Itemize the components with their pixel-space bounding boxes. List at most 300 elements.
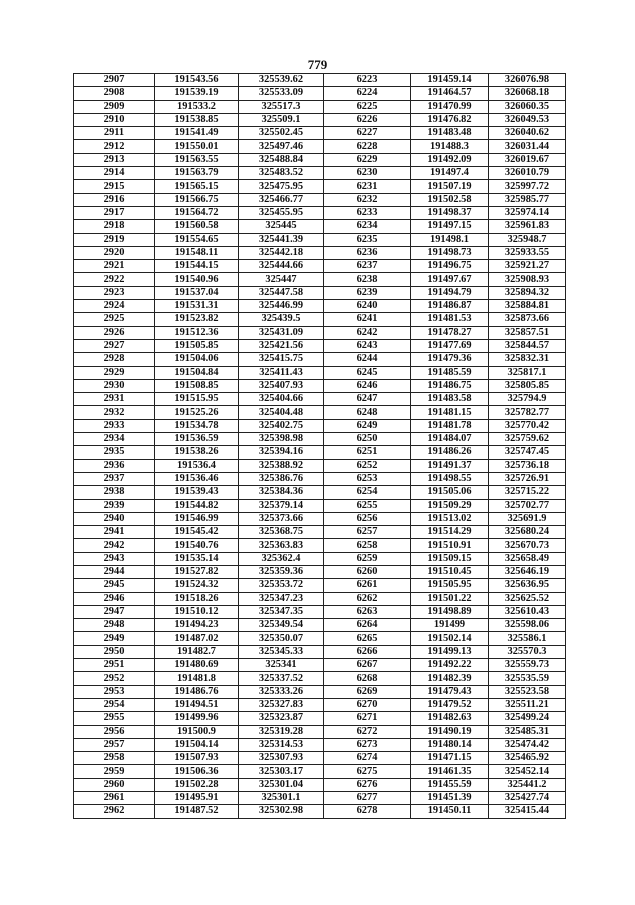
table-row: [74, 805, 566, 818]
point-number-left-cell: 2932: [74, 406, 155, 419]
y-coordinate-left-cell: 325402.75: [239, 419, 324, 432]
point-number-left-cell: 2919: [74, 233, 155, 246]
x-coordinate-right-cell: 191471.15: [411, 752, 489, 765]
table-row: [74, 712, 566, 725]
table-row: [74, 100, 566, 113]
point-number-left-cell: 2909: [74, 100, 155, 113]
x-coordinate-right-cell: 191481.15: [411, 406, 489, 419]
table-row: [74, 792, 566, 805]
x-coordinate-left-cell: 191508.85: [155, 379, 239, 392]
point-number-left-cell: 2937: [74, 472, 155, 485]
point-number-right-cell: 6228: [324, 140, 411, 153]
point-number-right-cell: 6277: [324, 792, 411, 805]
x-coordinate-left-cell: 191486.76: [155, 685, 239, 698]
x-coordinate-right-cell: 191478.27: [411, 326, 489, 339]
point-number-right-cell: 6274: [324, 752, 411, 765]
x-coordinate-left-cell: 191563.79: [155, 167, 239, 180]
table-row: [74, 419, 566, 432]
point-number-left-cell: 2936: [74, 459, 155, 472]
point-number-right-cell: 6253: [324, 472, 411, 485]
y-coordinate-right-cell: 325511.21: [489, 698, 566, 711]
y-coordinate-left-cell: 325466.77: [239, 193, 324, 206]
y-coordinate-right-cell: 325646.19: [489, 565, 566, 578]
y-coordinate-left-cell: 325347.23: [239, 592, 324, 605]
x-coordinate-left-cell: 191527.82: [155, 565, 239, 578]
x-coordinate-right-cell: 191483.48: [411, 127, 489, 140]
y-coordinate-right-cell: 325586.1: [489, 632, 566, 645]
table-row: [74, 286, 566, 299]
table-row: [74, 672, 566, 685]
y-coordinate-right-cell: 325598.06: [489, 619, 566, 632]
point-number-right-cell: 6230: [324, 167, 411, 180]
x-coordinate-left-cell: 191539.43: [155, 486, 239, 499]
point-number-right-cell: 6270: [324, 698, 411, 711]
y-coordinate-left-cell: 325347.35: [239, 605, 324, 618]
point-number-left-cell: 2907: [74, 74, 155, 87]
y-coordinate-right-cell: 325736.18: [489, 459, 566, 472]
y-coordinate-left-cell: 325345.33: [239, 645, 324, 658]
point-number-left-cell: 2952: [74, 672, 155, 685]
table-row: [74, 499, 566, 512]
point-number-left-cell: 2960: [74, 778, 155, 791]
point-number-left-cell: 2912: [74, 140, 155, 153]
x-coordinate-right-cell: 191486.87: [411, 300, 489, 313]
x-coordinate-right-cell: 191464.57: [411, 87, 489, 100]
y-coordinate-right-cell: 326019.67: [489, 153, 566, 166]
y-coordinate-right-cell: 325559.73: [489, 659, 566, 672]
x-coordinate-left-cell: 191481.8: [155, 672, 239, 685]
x-coordinate-left-cell: 191539.19: [155, 87, 239, 100]
x-coordinate-left-cell: 191560.58: [155, 220, 239, 233]
x-coordinate-left-cell: 191504.06: [155, 353, 239, 366]
x-coordinate-right-cell: 191498.37: [411, 206, 489, 219]
y-coordinate-right-cell: 325691.9: [489, 512, 566, 525]
y-coordinate-left-cell: 325302.98: [239, 805, 324, 818]
point-number-right-cell: 6254: [324, 486, 411, 499]
point-number-left-cell: 2946: [74, 592, 155, 605]
table-row: [74, 326, 566, 339]
point-number-left-cell: 2917: [74, 206, 155, 219]
y-coordinate-left-cell: 325314.53: [239, 738, 324, 751]
y-coordinate-right-cell: 325961.83: [489, 220, 566, 233]
x-coordinate-right-cell: 191482.63: [411, 712, 489, 725]
y-coordinate-right-cell: 325985.77: [489, 193, 566, 206]
table-row: [74, 379, 566, 392]
table-row: [74, 752, 566, 765]
y-coordinate-left-cell: 325349.54: [239, 619, 324, 632]
x-coordinate-right-cell: 191496.75: [411, 260, 489, 273]
y-coordinate-right-cell: 325908.93: [489, 273, 566, 286]
point-number-left-cell: 2941: [74, 526, 155, 539]
coordinates-table: [73, 73, 566, 819]
y-coordinate-left-cell: 325341: [239, 659, 324, 672]
y-coordinate-right-cell: 325873.66: [489, 313, 566, 326]
x-coordinate-right-cell: 191494.79: [411, 286, 489, 299]
y-coordinate-right-cell: 325523.58: [489, 685, 566, 698]
point-number-right-cell: 6239: [324, 286, 411, 299]
y-coordinate-right-cell: 325670.73: [489, 539, 566, 552]
y-coordinate-left-cell: 325379.14: [239, 499, 324, 512]
point-number-right-cell: 6249: [324, 419, 411, 432]
y-coordinate-right-cell: 325702.77: [489, 499, 566, 512]
point-number-left-cell: 2943: [74, 552, 155, 565]
y-coordinate-left-cell: 325368.75: [239, 526, 324, 539]
table-row: [74, 765, 566, 778]
x-coordinate-left-cell: 191563.55: [155, 153, 239, 166]
table-row: [74, 74, 566, 87]
x-coordinate-left-cell: 191502.28: [155, 778, 239, 791]
point-number-right-cell: 6248: [324, 406, 411, 419]
y-coordinate-left-cell: 325455.95: [239, 206, 324, 219]
x-coordinate-left-cell: 191540.96: [155, 273, 239, 286]
y-coordinate-right-cell: 326076.98: [489, 74, 566, 87]
x-coordinate-left-cell: 191538.85: [155, 113, 239, 126]
x-coordinate-right-cell: 191491.37: [411, 459, 489, 472]
x-coordinate-right-cell: 191510.45: [411, 565, 489, 578]
y-coordinate-left-cell: 325386.76: [239, 472, 324, 485]
x-coordinate-right-cell: 191480.14: [411, 738, 489, 751]
x-coordinate-right-cell: 191509.15: [411, 552, 489, 565]
y-coordinate-left-cell: 325444.66: [239, 260, 324, 273]
point-number-right-cell: 6264: [324, 619, 411, 632]
y-coordinate-right-cell: 325759.62: [489, 433, 566, 446]
point-number-right-cell: 6229: [324, 153, 411, 166]
point-number-left-cell: 2934: [74, 433, 155, 446]
point-number-left-cell: 2921: [74, 260, 155, 273]
table-row: [74, 446, 566, 459]
coordinates-table-body: [74, 74, 566, 819]
y-coordinate-left-cell: 325421.56: [239, 339, 324, 352]
y-coordinate-right-cell: 325857.51: [489, 326, 566, 339]
y-coordinate-right-cell: 326060.35: [489, 100, 566, 113]
point-number-right-cell: 6237: [324, 260, 411, 273]
x-coordinate-left-cell: 191543.56: [155, 74, 239, 87]
x-coordinate-left-cell: 191531.31: [155, 300, 239, 313]
point-number-left-cell: 2911: [74, 127, 155, 140]
x-coordinate-left-cell: 191544.82: [155, 499, 239, 512]
table-row: [74, 167, 566, 180]
y-coordinate-right-cell: 325997.72: [489, 180, 566, 193]
x-coordinate-right-cell: 191488.3: [411, 140, 489, 153]
x-coordinate-right-cell: 191497.15: [411, 220, 489, 233]
point-number-right-cell: 6259: [324, 552, 411, 565]
y-coordinate-right-cell: 325610.43: [489, 605, 566, 618]
y-coordinate-left-cell: 325447: [239, 273, 324, 286]
y-coordinate-left-cell: 325431.09: [239, 326, 324, 339]
table-row: [74, 526, 566, 539]
point-number-left-cell: 2947: [74, 605, 155, 618]
table-row: [74, 127, 566, 140]
point-number-right-cell: 6278: [324, 805, 411, 818]
y-coordinate-right-cell: 326040.62: [489, 127, 566, 140]
table-row: [74, 619, 566, 632]
x-coordinate-left-cell: 191535.14: [155, 552, 239, 565]
point-number-left-cell: 2925: [74, 313, 155, 326]
y-coordinate-left-cell: 325333.26: [239, 685, 324, 698]
y-coordinate-right-cell: 325485.31: [489, 725, 566, 738]
x-coordinate-right-cell: 191476.82: [411, 113, 489, 126]
point-number-left-cell: 2931: [74, 393, 155, 406]
y-coordinate-left-cell: 325337.52: [239, 672, 324, 685]
x-coordinate-right-cell: 191477.69: [411, 339, 489, 352]
x-coordinate-left-cell: 191525.26: [155, 406, 239, 419]
point-number-left-cell: 2927: [74, 339, 155, 352]
y-coordinate-right-cell: 325832.31: [489, 353, 566, 366]
x-coordinate-right-cell: 191499: [411, 619, 489, 632]
table-row: [74, 486, 566, 499]
table-row: [74, 592, 566, 605]
x-coordinate-left-cell: 191507.93: [155, 752, 239, 765]
y-coordinate-right-cell: 325452.14: [489, 765, 566, 778]
point-number-left-cell: 2951: [74, 659, 155, 672]
x-coordinate-right-cell: 191481.78: [411, 419, 489, 432]
y-coordinate-left-cell: 325327.83: [239, 698, 324, 711]
x-coordinate-right-cell: 191482.39: [411, 672, 489, 685]
y-coordinate-right-cell: 325894.32: [489, 286, 566, 299]
x-coordinate-right-cell: 191498.89: [411, 605, 489, 618]
x-coordinate-left-cell: 191565.15: [155, 180, 239, 193]
y-coordinate-left-cell: 325307.93: [239, 752, 324, 765]
x-coordinate-left-cell: 191499.96: [155, 712, 239, 725]
table-row: [74, 433, 566, 446]
x-coordinate-left-cell: 191536.4: [155, 459, 239, 472]
table-row: [74, 273, 566, 286]
x-coordinate-left-cell: 191504.84: [155, 366, 239, 379]
point-number-right-cell: 6234: [324, 220, 411, 233]
y-coordinate-right-cell: 325680.24: [489, 526, 566, 539]
point-number-right-cell: 6271: [324, 712, 411, 725]
table-row: [74, 685, 566, 698]
x-coordinate-left-cell: 191504.14: [155, 738, 239, 751]
y-coordinate-right-cell: 325726.91: [489, 472, 566, 485]
x-coordinate-left-cell: 191510.12: [155, 605, 239, 618]
point-number-left-cell: 2913: [74, 153, 155, 166]
point-number-left-cell: 2945: [74, 579, 155, 592]
y-coordinate-right-cell: 325770.42: [489, 419, 566, 432]
x-coordinate-left-cell: 191550.01: [155, 140, 239, 153]
x-coordinate-left-cell: 191524.32: [155, 579, 239, 592]
table-row: [74, 353, 566, 366]
table-row: [74, 459, 566, 472]
y-coordinate-left-cell: 325445: [239, 220, 324, 233]
y-coordinate-right-cell: 325415.44: [489, 805, 566, 818]
x-coordinate-right-cell: 191479.36: [411, 353, 489, 366]
y-coordinate-right-cell: 325974.14: [489, 206, 566, 219]
x-coordinate-left-cell: 191541.49: [155, 127, 239, 140]
point-number-right-cell: 6275: [324, 765, 411, 778]
point-number-right-cell: 6255: [324, 499, 411, 512]
x-coordinate-right-cell: 191483.58: [411, 393, 489, 406]
x-coordinate-left-cell: 191564.72: [155, 206, 239, 219]
point-number-right-cell: 6265: [324, 632, 411, 645]
x-coordinate-left-cell: 191548.11: [155, 246, 239, 259]
x-coordinate-right-cell: 191451.39: [411, 792, 489, 805]
point-number-left-cell: 2962: [74, 805, 155, 818]
point-number-right-cell: 6240: [324, 300, 411, 313]
y-coordinate-right-cell: 325884.81: [489, 300, 566, 313]
y-coordinate-left-cell: 325411.43: [239, 366, 324, 379]
point-number-right-cell: 6273: [324, 738, 411, 751]
point-number-right-cell: 6245: [324, 366, 411, 379]
table-row: [74, 193, 566, 206]
point-number-left-cell: 2939: [74, 499, 155, 512]
x-coordinate-right-cell: 191485.59: [411, 366, 489, 379]
table-row: [74, 539, 566, 552]
x-coordinate-left-cell: 191500.9: [155, 725, 239, 738]
y-coordinate-left-cell: 325394.16: [239, 446, 324, 459]
point-number-left-cell: 2922: [74, 273, 155, 286]
point-number-left-cell: 2916: [74, 193, 155, 206]
y-coordinate-left-cell: 325497.46: [239, 140, 324, 153]
table-row: [74, 645, 566, 658]
x-coordinate-left-cell: 191506.36: [155, 765, 239, 778]
y-coordinate-right-cell: 326068.18: [489, 87, 566, 100]
x-coordinate-right-cell: 191450.11: [411, 805, 489, 818]
table-row: [74, 778, 566, 791]
point-number-right-cell: 6241: [324, 313, 411, 326]
point-number-right-cell: 6246: [324, 379, 411, 392]
x-coordinate-right-cell: 191486.26: [411, 446, 489, 459]
point-number-left-cell: 2914: [74, 167, 155, 180]
y-coordinate-right-cell: 325805.85: [489, 379, 566, 392]
x-coordinate-right-cell: 191490.19: [411, 725, 489, 738]
y-coordinate-right-cell: 325625.52: [489, 592, 566, 605]
point-number-left-cell: 2961: [74, 792, 155, 805]
point-number-right-cell: 6256: [324, 512, 411, 525]
y-coordinate-right-cell: 326010.79: [489, 167, 566, 180]
x-coordinate-right-cell: 191459.14: [411, 74, 489, 87]
point-number-left-cell: 2957: [74, 738, 155, 751]
table-row: [74, 153, 566, 166]
y-coordinate-right-cell: 325715.22: [489, 486, 566, 499]
point-number-left-cell: 2954: [74, 698, 155, 711]
point-number-left-cell: 2938: [74, 486, 155, 499]
point-number-right-cell: 6226: [324, 113, 411, 126]
y-coordinate-left-cell: 325517.3: [239, 100, 324, 113]
y-coordinate-left-cell: 325363.83: [239, 539, 324, 552]
table-row: [74, 698, 566, 711]
x-coordinate-right-cell: 191486.75: [411, 379, 489, 392]
point-number-left-cell: 2928: [74, 353, 155, 366]
x-coordinate-left-cell: 191536.46: [155, 472, 239, 485]
point-number-left-cell: 2933: [74, 419, 155, 432]
x-coordinate-left-cell: 191538.26: [155, 446, 239, 459]
x-coordinate-left-cell: 191523.82: [155, 313, 239, 326]
x-coordinate-right-cell: 191498.1: [411, 233, 489, 246]
y-coordinate-left-cell: 325447.58: [239, 286, 324, 299]
y-coordinate-left-cell: 325359.36: [239, 565, 324, 578]
point-number-right-cell: 6267: [324, 659, 411, 672]
point-number-right-cell: 6261: [324, 579, 411, 592]
y-coordinate-left-cell: 325319.28: [239, 725, 324, 738]
point-number-left-cell: 2935: [74, 446, 155, 459]
point-number-right-cell: 6243: [324, 339, 411, 352]
x-coordinate-right-cell: 191479.52: [411, 698, 489, 711]
x-coordinate-left-cell: 191515.95: [155, 393, 239, 406]
table-row: [74, 565, 566, 578]
y-coordinate-right-cell: 325535.59: [489, 672, 566, 685]
y-coordinate-right-cell: 325474.42: [489, 738, 566, 751]
x-coordinate-left-cell: 191540.76: [155, 539, 239, 552]
y-coordinate-right-cell: 326049.53: [489, 113, 566, 126]
point-number-right-cell: 6235: [324, 233, 411, 246]
x-coordinate-right-cell: 191510.91: [411, 539, 489, 552]
y-coordinate-left-cell: 325373.66: [239, 512, 324, 525]
point-number-right-cell: 6266: [324, 645, 411, 658]
x-coordinate-right-cell: 191481.53: [411, 313, 489, 326]
x-coordinate-right-cell: 191502.58: [411, 193, 489, 206]
point-number-right-cell: 6260: [324, 565, 411, 578]
page-number: 779: [307, 57, 328, 72]
point-number-left-cell: 2940: [74, 512, 155, 525]
y-coordinate-left-cell: 325442.18: [239, 246, 324, 259]
y-coordinate-right-cell: 325933.55: [489, 246, 566, 259]
y-coordinate-right-cell: 325747.45: [489, 446, 566, 459]
point-number-right-cell: 6272: [324, 725, 411, 738]
point-number-right-cell: 6276: [324, 778, 411, 791]
point-number-right-cell: 6238: [324, 273, 411, 286]
point-number-right-cell: 6258: [324, 539, 411, 552]
table-row: [74, 246, 566, 259]
point-number-right-cell: 6232: [324, 193, 411, 206]
table-row: [74, 233, 566, 246]
y-coordinate-left-cell: 325441.39: [239, 233, 324, 246]
point-number-left-cell: 2950: [74, 645, 155, 658]
table-row: [74, 313, 566, 326]
x-coordinate-right-cell: 191498.73: [411, 246, 489, 259]
x-coordinate-right-cell: 191501.22: [411, 592, 489, 605]
x-coordinate-right-cell: 191514.29: [411, 526, 489, 539]
table-row: [74, 220, 566, 233]
x-coordinate-left-cell: 191566.75: [155, 193, 239, 206]
y-coordinate-left-cell: 325301.04: [239, 778, 324, 791]
point-number-right-cell: 6251: [324, 446, 411, 459]
y-coordinate-left-cell: 325404.48: [239, 406, 324, 419]
table-row: [74, 659, 566, 672]
point-number-left-cell: 2924: [74, 300, 155, 313]
point-number-right-cell: 6257: [324, 526, 411, 539]
y-coordinate-left-cell: 325350.07: [239, 632, 324, 645]
point-number-left-cell: 2923: [74, 286, 155, 299]
y-coordinate-left-cell: 325384.36: [239, 486, 324, 499]
table-row: [74, 87, 566, 100]
y-coordinate-left-cell: 325301.1: [239, 792, 324, 805]
table-row: [74, 300, 566, 313]
x-coordinate-right-cell: 191507.19: [411, 180, 489, 193]
point-number-left-cell: 2949: [74, 632, 155, 645]
table-row: [74, 339, 566, 352]
x-coordinate-right-cell: 191513.02: [411, 512, 489, 525]
point-number-left-cell: 2910: [74, 113, 155, 126]
y-coordinate-right-cell: 326031.44: [489, 140, 566, 153]
point-number-left-cell: 2930: [74, 379, 155, 392]
y-coordinate-left-cell: 325539.62: [239, 74, 324, 87]
point-number-right-cell: 6227: [324, 127, 411, 140]
x-coordinate-left-cell: 191545.42: [155, 526, 239, 539]
y-coordinate-right-cell: 325636.95: [489, 579, 566, 592]
x-coordinate-left-cell: 191505.85: [155, 339, 239, 352]
y-coordinate-left-cell: 325362.4: [239, 552, 324, 565]
x-coordinate-left-cell: 191512.36: [155, 326, 239, 339]
y-coordinate-right-cell: 325499.24: [489, 712, 566, 725]
table-row: [74, 472, 566, 485]
y-coordinate-left-cell: 325303.17: [239, 765, 324, 778]
point-number-right-cell: 6236: [324, 246, 411, 259]
point-number-left-cell: 2920: [74, 246, 155, 259]
y-coordinate-left-cell: 325533.09: [239, 87, 324, 100]
x-coordinate-left-cell: 191487.02: [155, 632, 239, 645]
y-coordinate-left-cell: 325475.95: [239, 180, 324, 193]
